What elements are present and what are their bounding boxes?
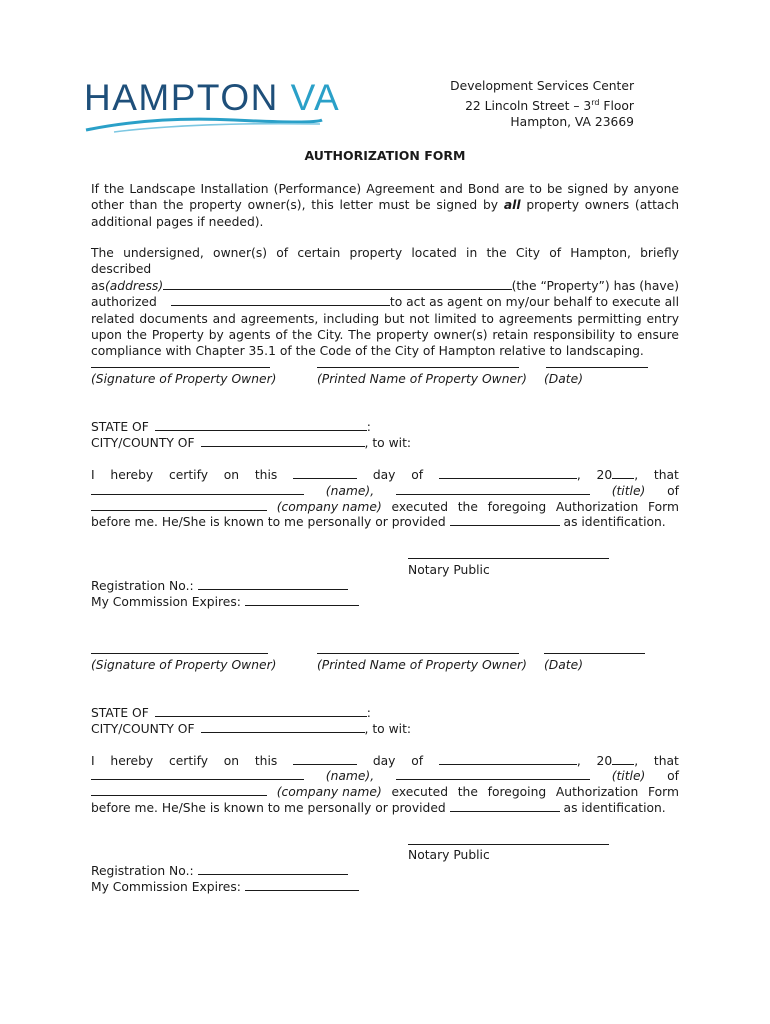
notary-public-label-2: Notary Public (408, 848, 490, 862)
word-certify-2: certify (168, 754, 208, 768)
title-label-2: (title) (611, 769, 646, 783)
company-name-blank-2[interactable] (91, 784, 267, 796)
state-colon: : (366, 420, 371, 434)
registration-row (91, 578, 348, 594)
intro-paragraph (91, 181, 679, 230)
authorization-paragraph (91, 245, 679, 360)
name-label: (name), (325, 484, 375, 498)
date-label-2: (Date) (544, 658, 583, 672)
as-label: as (91, 278, 105, 293)
year-comma: , (634, 468, 639, 482)
word-executed: executed (391, 500, 449, 514)
month-blank-group (439, 467, 581, 483)
registration-label: Registration No.: (91, 579, 194, 593)
body-line-3 (91, 294, 679, 310)
commission-blank[interactable] (245, 594, 359, 606)
known-text-2: before me. He/She is known to me personally or provided (91, 801, 446, 815)
hampton-logo (84, 77, 341, 134)
owner-signature-line-2[interactable] (91, 653, 268, 654)
word-i: I (91, 468, 95, 482)
registration-label-2: Registration No.: (91, 864, 194, 878)
agent-text: to act as agent on my/our behalf to execute all (389, 295, 679, 310)
city-county-label-2: CITY/COUNTY OF (91, 722, 195, 736)
word-form: Form (647, 500, 679, 514)
registration-blank[interactable] (198, 578, 348, 590)
state-of-row (91, 419, 371, 435)
word-that-2: that (653, 754, 679, 768)
company-name-label: (company name) (276, 500, 382, 514)
company-name-blank[interactable] (91, 499, 267, 511)
to-wit-label: , to wit: (364, 436, 412, 450)
word-on-2: on (223, 754, 240, 768)
notary-signature-line[interactable] (408, 558, 609, 559)
address-blank[interactable] (163, 278, 511, 290)
logo-wordmark (84, 78, 340, 118)
form-title: AUTHORIZATION FORM (304, 148, 466, 163)
word-hereby: hereby (110, 468, 154, 482)
certify-row-2 (91, 753, 679, 769)
city-county-blank-2[interactable] (201, 721, 365, 733)
printed-name-line-2[interactable] (317, 653, 519, 654)
owner-signature-label: (Signature of Property Owner) (91, 372, 277, 386)
name-label-2: (name), (325, 769, 375, 783)
word-executed-2: executed (391, 785, 449, 799)
intro-text-post: property owners (attach additional pages if needed). (91, 198, 679, 229)
state-of-label: STATE OF (91, 420, 149, 434)
word-authorization-2: Authorization (555, 785, 639, 799)
intro-text-pre: If the Landscape Installation (Performance) Agreement and Bond are to be signed by anyone other than the property owner(s), this letter must be signed by (91, 182, 679, 213)
state-colon-2: : (366, 706, 371, 720)
identification-text: as identification. (559, 515, 666, 529)
year-blank[interactable] (612, 467, 634, 479)
certify-row (91, 467, 679, 483)
owner-signature-label-2: (Signature of Property Owner) (91, 658, 277, 672)
word-of: of (411, 468, 424, 482)
company-name-label-2: (company name) (276, 785, 382, 799)
city-county-row-2 (91, 721, 411, 737)
address-line-1: Development Services Center (450, 79, 634, 93)
known-row-2 (91, 800, 666, 816)
word-this-2: this (254, 754, 278, 768)
month-blank-group-2 (439, 753, 581, 769)
word-authorization: Authorization (555, 500, 639, 514)
printed-name-label-2: (Printed Name of Property Owner) (317, 658, 527, 672)
word-this: this (254, 468, 278, 482)
logo-text-va: VA (290, 77, 341, 118)
commission-label: My Commission Expires: (91, 595, 241, 609)
commission-row-2 (91, 879, 359, 895)
date-label: (Date) (544, 372, 583, 386)
state-of-row-2 (91, 705, 371, 721)
agent-name-blank[interactable] (171, 294, 390, 306)
name-title-row (91, 483, 679, 499)
name-title-row-2 (91, 768, 679, 784)
intro-emphasis: all (503, 198, 521, 213)
notary-title-blank[interactable] (396, 483, 590, 495)
month-comma-2: , (576, 754, 581, 768)
printed-name-line[interactable] (317, 367, 519, 368)
commission-row (91, 594, 359, 610)
day-blank-2[interactable] (293, 753, 357, 765)
known-text: before me. He/She is known to me personally or provided (91, 515, 446, 529)
to-wit-label-2: , to wit: (364, 722, 412, 736)
address-floor: Floor (599, 98, 634, 113)
logo-text-hampton: HAMPTON (84, 77, 279, 118)
year-comma-2: , (634, 754, 639, 768)
day-blank[interactable] (293, 467, 357, 479)
year-prefix-2: 20 (596, 754, 613, 768)
address-line-3: Hampton, VA 23669 (510, 115, 634, 130)
word-of-2: of (411, 754, 424, 768)
notary-title-blank-2[interactable] (396, 768, 590, 780)
registration-row-2 (91, 863, 348, 879)
address-street: 22 Lincoln Street – 3 (465, 98, 592, 113)
year-group (597, 467, 639, 483)
word-form-2: Form (647, 785, 679, 799)
property-text: (the “Property”) has (have) (511, 278, 679, 293)
commission-label-2: My Commission Expires: (91, 880, 241, 894)
word-foregoing: foregoing (487, 500, 547, 514)
word-the: the (457, 500, 478, 514)
state-blank[interactable] (155, 419, 367, 431)
logo-swoosh-icon (84, 114, 324, 136)
notary-name-blank[interactable] (91, 483, 304, 495)
body-rest: related documents and agreements, including but not limited to agreements permitting entry upon the Property by agents of the City. The property owner(s) retain responsibility to ensure compliance with Chapter 35.1 of the Code of the City of Hampton relative to landscaping. (91, 311, 679, 359)
notary-name-blank-2[interactable] (91, 768, 304, 780)
word-certify: certify (168, 468, 208, 482)
year-group-2 (597, 753, 639, 769)
notary-public-label: Notary Public (408, 563, 490, 577)
office-address (450, 78, 634, 131)
company-row (91, 499, 679, 515)
year-blank-2[interactable] (612, 753, 634, 765)
word-hereby-2: hereby (110, 754, 154, 768)
identification-text-2: as identification. (559, 801, 666, 815)
address-label: (address) (104, 278, 164, 293)
title-label: (title) (611, 484, 646, 498)
word-day-2: day (372, 754, 396, 768)
state-of-label-2: STATE OF (91, 706, 149, 720)
month-blank-2[interactable] (439, 753, 577, 765)
registration-blank-2[interactable] (198, 863, 348, 875)
known-row (91, 514, 666, 530)
city-county-blank[interactable] (201, 435, 365, 447)
address-sup: rd (591, 97, 600, 107)
word-the-2: the (457, 785, 478, 799)
city-county-row (91, 435, 411, 451)
body-line-1: The undersigned, owner(s) of certain property located in the City of Hampton, briefly described (91, 246, 679, 277)
word-on: on (223, 468, 240, 482)
printed-name-label: (Printed Name of Property Owner) (317, 372, 527, 386)
word-i-2: I (91, 754, 95, 768)
company-row-2 (91, 784, 679, 800)
commission-blank-2[interactable] (245, 879, 359, 891)
authorized-label: authorized (91, 295, 157, 310)
month-blank[interactable] (439, 467, 577, 479)
identification-blank[interactable] (450, 514, 560, 526)
state-blank-2[interactable] (155, 705, 367, 717)
city-county-label: CITY/COUNTY OF (91, 436, 195, 450)
word-of-company-2: of (667, 769, 679, 783)
address-line-2 (450, 95, 634, 115)
month-comma: , (576, 468, 581, 482)
owner-signature-line[interactable] (91, 367, 270, 368)
year-prefix: 20 (596, 468, 613, 482)
word-foregoing-2: foregoing (487, 785, 547, 799)
body-line-2 (91, 278, 679, 294)
notary-signature-line-2[interactable] (408, 844, 609, 845)
identification-blank-2[interactable] (450, 800, 560, 812)
date-line[interactable] (546, 367, 648, 368)
word-of-company: of (667, 484, 679, 498)
word-day: day (372, 468, 396, 482)
date-line-2[interactable] (544, 653, 645, 654)
word-that: that (653, 468, 679, 482)
